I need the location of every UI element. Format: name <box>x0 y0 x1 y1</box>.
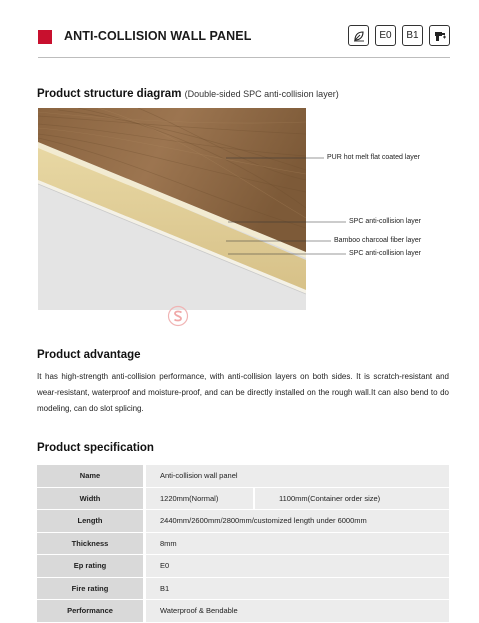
table-row <box>37 555 449 578</box>
spec-value-cell <box>146 488 449 510</box>
page-header <box>38 24 450 52</box>
header-divider <box>38 57 450 58</box>
certification-badges <box>348 25 450 46</box>
drill-icon <box>429 25 450 46</box>
spec-value-cell: B1 <box>146 578 449 600</box>
table-row <box>37 510 449 533</box>
red-square-marker <box>38 30 52 44</box>
spec-value-cell: 8mm <box>146 533 449 555</box>
callout-bamboo-layer: Bamboo charcoal fiber layer <box>334 237 422 244</box>
callout-spc-layer-bottom: SPC anti-collision layer <box>349 250 421 257</box>
table-row <box>37 600 449 623</box>
spec-name-cell: Performance <box>37 600 143 622</box>
spec-value-cell: Anti-collision wall panel <box>146 465 449 487</box>
spec-name-cell: Name <box>37 465 143 487</box>
e0-badge-label: E0 <box>379 30 392 41</box>
specification-heading: Product specification <box>37 442 154 454</box>
b1-rating-icon <box>402 25 423 46</box>
e0-rating-icon <box>375 25 396 46</box>
spec-name-cell: Thickness <box>37 533 143 555</box>
advantage-text: It has high-strength anti-collision performance, with anti-collision layers on both sides. It is scratch-resistant and wear-resistant, waterproof and moisture-proof, and can be directly installed on the rough wall.It can also bend to do modeling, can do slot splicing. <box>37 372 449 413</box>
spec-value-normal: 1220mm(Normal) <box>160 493 219 503</box>
spec-name-cell: Fire rating <box>37 578 143 600</box>
spec-value-cell: Waterproof & Bendable <box>146 600 449 622</box>
callout-spc-layer-top: SPC anti-collision layer <box>349 218 421 225</box>
spec-value-container: 1100mm(Container order size) <box>279 493 381 503</box>
structure-heading <box>37 88 339 100</box>
spec-name-cell: Width <box>37 488 143 510</box>
callout-pur-layer: PUR hot melt flat coated layer <box>327 154 420 161</box>
watermark-logo <box>167 305 189 327</box>
spec-name-cell: Length <box>37 510 143 532</box>
structure-subheading: (Double-sided SPC anti-collision layer) <box>184 89 339 99</box>
ecology-leaf-icon <box>348 25 369 46</box>
advantage-heading: Product advantage <box>37 349 141 361</box>
table-row <box>37 533 449 556</box>
table-row <box>37 578 449 601</box>
spec-name-cell: Ep rating <box>37 555 143 577</box>
structure-heading-text: Product structure diagram <box>37 88 182 100</box>
spec-value-cell: E0 <box>146 555 449 577</box>
table-row <box>37 465 449 488</box>
spec-value-cell: 2440mm/2600mm/2800mm/customized length under 6000mm <box>146 510 449 532</box>
table-row <box>37 488 449 511</box>
b1-badge-label: B1 <box>406 30 419 41</box>
specification-table <box>37 465 449 623</box>
page-title: ANTI-COLLISION WALL PANEL <box>64 29 252 43</box>
structure-diagram-image <box>38 108 306 310</box>
